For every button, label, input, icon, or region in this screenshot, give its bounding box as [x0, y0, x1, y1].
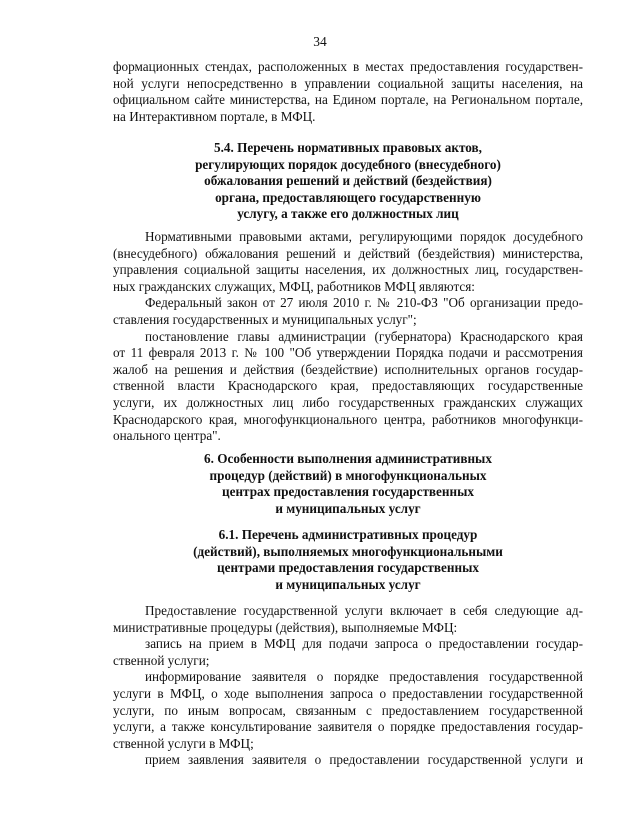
text-line: ных гражданских служащих, МФЦ, работников МФЦ являются:	[113, 278, 475, 294]
heading-line: 6. Особенности выполнения административных	[204, 451, 492, 466]
text-line: онального центра".	[113, 428, 221, 444]
heading-line: процедур (действий) в многофункциональных	[209, 467, 487, 483]
section-heading-6	[113, 451, 583, 517]
text-line: ной услуги непосредственно в управлении социальной защиты населения, на	[113, 75, 583, 91]
intro-paragraph	[113, 59, 583, 125]
text-line: официальном сайте министерства, на Едином портале, на Региональном портале,	[113, 92, 583, 108]
heading-line: 6.1. Перечень административных процедур	[218, 527, 478, 542]
text-line: (внесудебного) обжалования решений и действий (бездействия) министерства,	[113, 245, 583, 261]
text-line: формационных стендах, расположенных в местах предоставления государствен-	[113, 59, 583, 74]
heading-line: центрами предоставления государственных	[217, 560, 479, 576]
section-6-1-body	[113, 603, 583, 769]
section-heading-5-4	[113, 140, 583, 223]
section-5-4-body	[113, 229, 583, 445]
text-line: управления социальной защиты населения, их должностных лиц, государствен-	[113, 262, 583, 278]
text-line: ственной власти Краснодарского края, предоставляющих государственные	[113, 378, 583, 394]
heading-line: центрах предоставления государственных	[222, 484, 474, 500]
text-line: жалоб на решения и действия (бездействие) исполнительных органов государ-	[113, 361, 583, 377]
text-line: министративные процедуры (действия), выполняемые МФЦ:	[113, 619, 458, 635]
heading-line: услугу, а также его должностных лиц	[237, 206, 459, 222]
text-line: Нормативными правовыми актами, регулирующими порядок досудебного	[145, 229, 583, 244]
page-number: 34	[313, 34, 327, 49]
heading-line: обжалования решений и действий (бездействия)	[204, 173, 492, 189]
heading-line: и муниципальных услуг	[275, 576, 421, 592]
text-line: Федеральный закон от 27 июля 2010 г. № 210-ФЗ "Об организации предо-	[145, 295, 583, 311]
text-line: услуги, по иным вопросам, связанным с предоставлением государственной	[113, 702, 583, 718]
text-line: от 11 февраля 2013 г. № 100 "Об утверждении Порядка подачи и рассмотрения	[113, 345, 583, 361]
text-line: ственной услуги;	[113, 652, 210, 668]
text-line: запись на прием в МФЦ для подачи запроса о предоставлении государ-	[145, 636, 583, 652]
text-line: услуги, их должностных лиц либо государственных гражданских служащих	[113, 394, 583, 410]
text-line: информирование заявителя о порядке предоставления государственной	[145, 669, 583, 685]
text-line: ственной услуги в МФЦ;	[113, 735, 254, 751]
heading-line: (действий), выполняемых многофункциональными	[193, 543, 503, 559]
heading-line: 5.4. Перечень нормативных правовых актов,	[214, 140, 482, 155]
text-line: ставления государственных и муниципальных услуг";	[113, 311, 417, 327]
text-line: Предоставление государственной услуги включает в себя следующие ад-	[145, 603, 583, 618]
section-heading-6-1	[113, 527, 583, 593]
heading-line: и муниципальных услуг	[275, 500, 421, 516]
heading-line: органа, предоставляющего государственную	[215, 189, 481, 205]
text-line: постановление главы администрации (губернатора) Краснодарского края	[145, 328, 583, 344]
text-line: Краснодарского края, многофункционального центра, работников многофункци-	[113, 411, 583, 427]
text-line: услуги, а также консультирование заявителя о порядке предоставления государ-	[113, 719, 583, 735]
heading-line: регулирующих порядок досудебного (внесудебного)	[195, 156, 501, 172]
text-line: услуги в МФЦ, о ходе выполнения запроса о предоставлении государственной	[113, 685, 583, 701]
text-line: прием заявления заявителя о предоставлении государственной услуги и	[145, 752, 583, 768]
text-line: на Интерактивном портале, в МФЦ.	[113, 108, 316, 124]
